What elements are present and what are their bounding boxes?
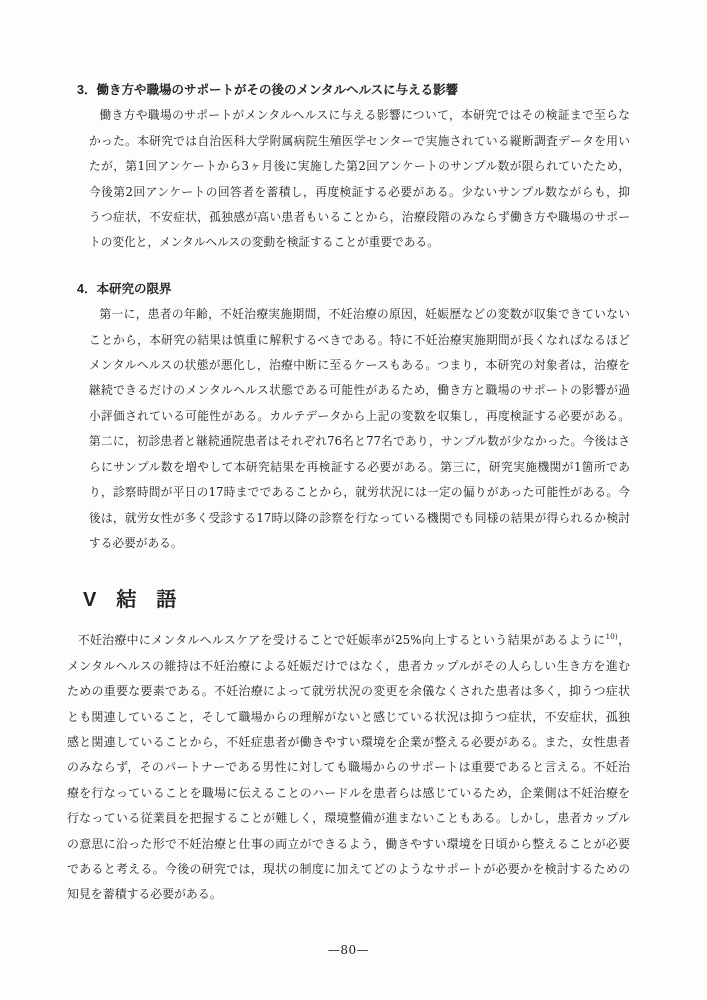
- body-line: のみならず，そのパートナーである男性に対しても職場からのサポートは重要であると言える。不妊治: [67, 760, 630, 775]
- section-4-heading: 4．本研究の限界: [77, 281, 172, 296]
- section-4-body: [89, 302, 630, 556]
- body-line: 継続できるだけのメンタルヘルス状態である可能性があるため，働き方と職場のサポートの影響が過: [89, 383, 630, 398]
- body-line: 行なっている従業員を把握することが難しく，環境整備が進まないこともある。しかし，患者カップル: [67, 811, 630, 826]
- body-line: メンタルヘルスの状態が悪化し，治療中断に至るケースもある。つまり，本研究の対象者は，治療を: [89, 358, 630, 373]
- body-line: 第一に，患者の年齢，不妊治療実施期間，不妊治療の原因，妊娠歴などの変数が収集できていない: [99, 307, 630, 322]
- section-3: [67, 78, 630, 256]
- section-4: [67, 277, 630, 556]
- body-line: り，診察時間が平日の17時までであることから，就労状況には一定の偏りがあった可能性がある。今: [89, 485, 630, 500]
- body-line: とも関連していること，そして職場からの理解がないと感じている状況は抑うつ症状，不安症状，孤独: [67, 709, 630, 724]
- body-line: メンタルヘルスの維持は不妊治療による妊娠だけではなく，患者カップルがその人らしい生き方を進む: [67, 658, 630, 673]
- body-line: する必要がある。: [89, 535, 183, 550]
- body-text: ，: [617, 633, 630, 648]
- body-line: 後は，就労女性が多く受診する17時以降の診察を行なっている機関でも同様の結果が得られるか検討: [89, 510, 630, 525]
- body-line: ための重要な要素である。不妊治療によって就労状況の変更を余儀なくされた患者は多く，抑うつ症状: [67, 684, 630, 699]
- body-line: たが，第1回アンケートから3ヶ月後に実施した第2回アンケートのサンプル数が限られていたため，: [89, 159, 630, 174]
- reference-superscript: 10): [605, 632, 618, 642]
- body-line: 働き方や職場のサポートがメンタルヘルスに与える影響について，本研究ではその検証まで至らな: [99, 108, 630, 123]
- body-line: 第二に，初診患者と継続通院患者はそれぞれ76名と77名であり，サンプル数が少なかった。今後はさ: [89, 434, 630, 449]
- section-3-heading: 3．働き方や職場のサポートがその後のメンタルヘルスに与える影響: [77, 83, 459, 97]
- chapter-heading: V 結 語: [83, 589, 177, 612]
- page-number: —80—: [327, 942, 370, 957]
- body-line: 感と関連していることから，不妊症患者が働きやすい環境を企業が整える必要がある。また，女性患者: [67, 734, 630, 749]
- body-line: の意思に沿った形で不妊治療と仕事の両立ができるよう，働きやすい環境を日頃から整えることが必要: [67, 836, 630, 851]
- conclusion-paragraph: [67, 628, 630, 907]
- body-line: 今後第2回アンケートの回答者を蓄積し，再度検証する必要がある。少ないサンプル数ながらも，抑: [89, 184, 630, 199]
- body-line: であると考える。今後の研究では，現状の制度に加えてどのようなサポートが必要かを検討するための: [67, 861, 630, 876]
- body-line: 療を行なっていることを職場に伝えることのハードルを患者らは感じているため，企業側は不妊治療を: [67, 785, 630, 800]
- body-line: 知見を蓄積する必要がある。: [67, 887, 222, 902]
- body-line: らにサンプル数を増やして本研究結果を再検証する必要がある。第三に，研究実施機関が1箇所であ: [89, 459, 630, 474]
- body-text: 不妊治療中にメンタルヘルスケアを受けることで妊娠率が25%向上するという結果があるように: [77, 633, 606, 648]
- body-line: かった。本研究では自治医科大学附属病院生殖医学センターで実施されている縦断調査データを用い: [89, 133, 630, 148]
- body-line: ことから，本研究の結果は慎重に解釈するべきである。特に不妊治療実施期間が長くなればなるほど: [89, 332, 630, 347]
- body-line: [67, 628, 630, 653]
- body-line: 小評価されている可能性がある。カルテデータから上記の変数を収集し，再度検証する必要がある。: [89, 408, 630, 423]
- body-line: トの変化と，メンタルヘルスの変動を検証することが重要である。: [89, 235, 439, 250]
- body-line: うつ症状，不安症状，孤独感が高い患者もいることから，治療段階のみならず働き方や職場のサポー: [89, 210, 630, 225]
- section-3-body: [89, 103, 630, 255]
